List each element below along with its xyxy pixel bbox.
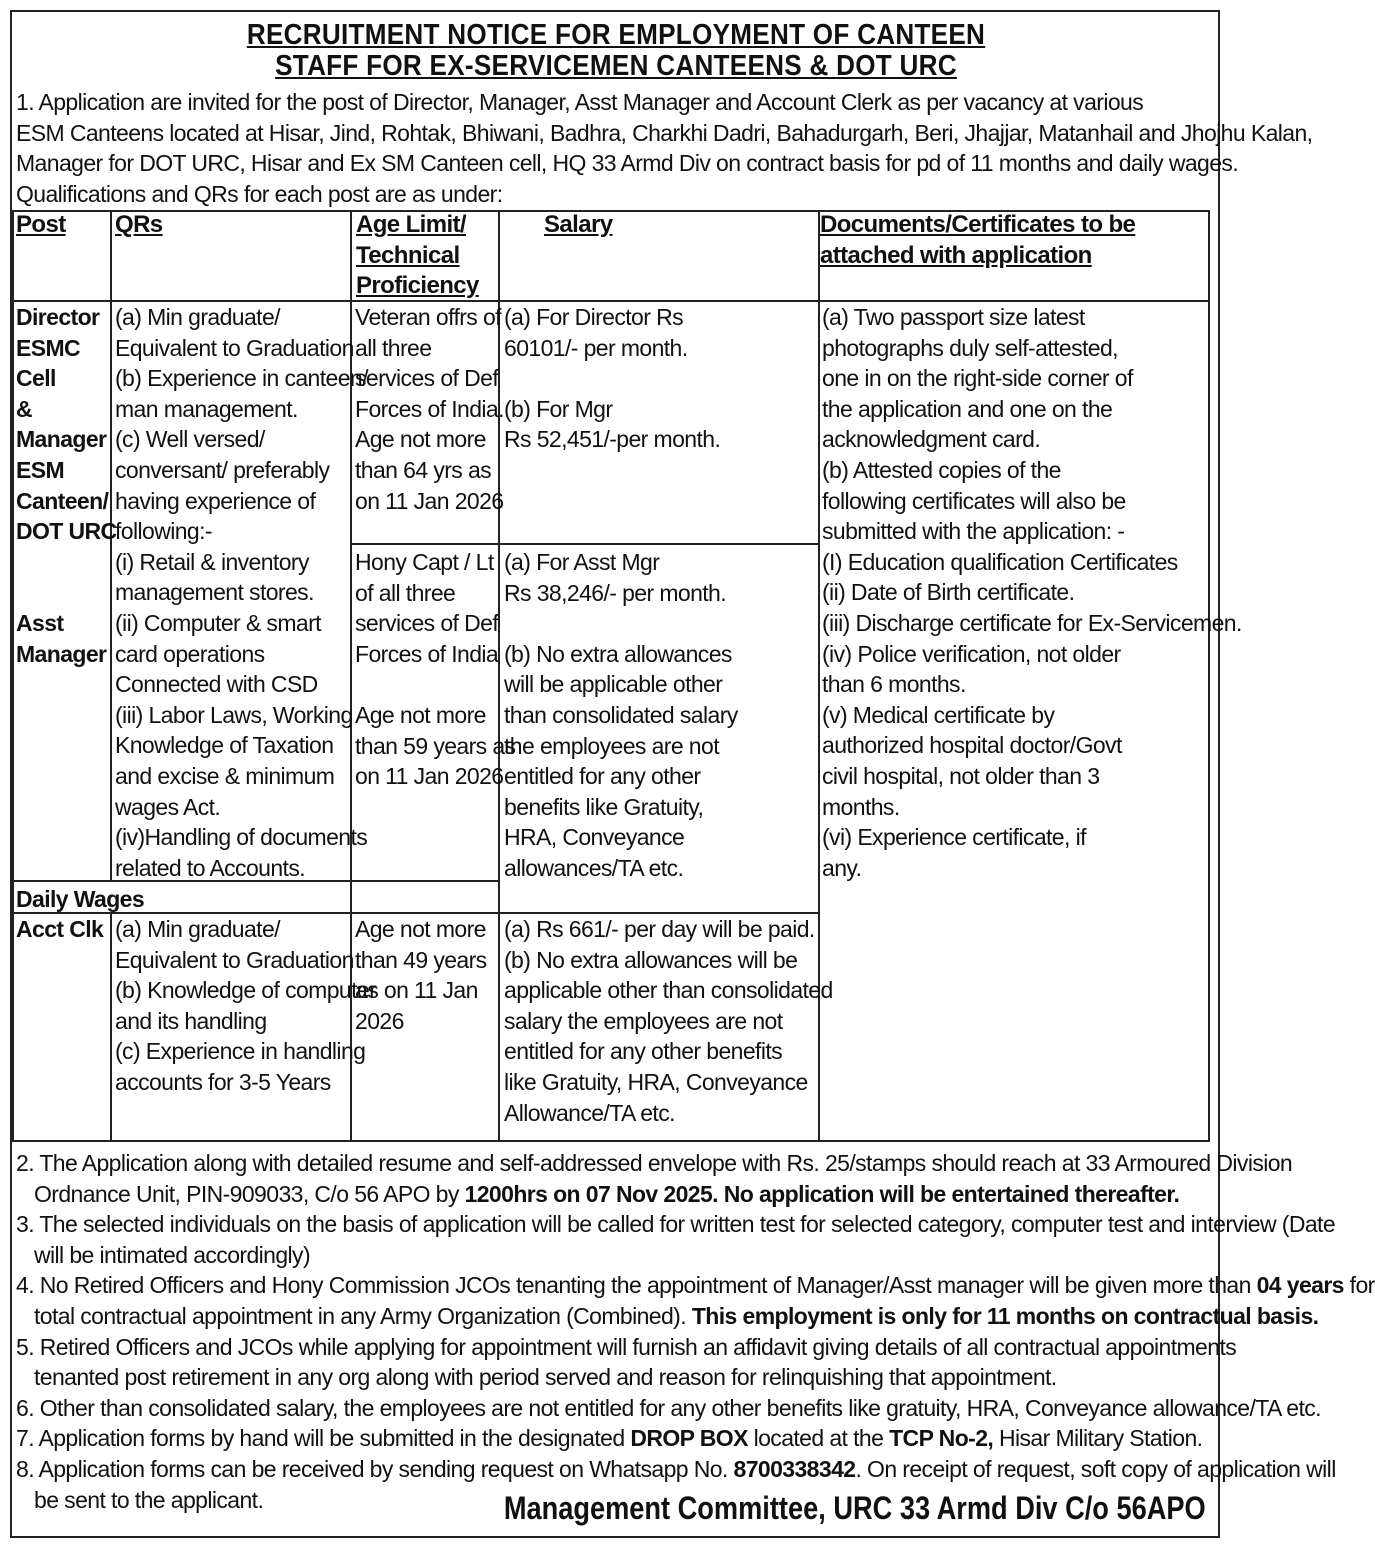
qrs-line: accounts for 3-5 Years bbox=[115, 1068, 331, 1095]
salary-line: like Gratuity, HRA, Conveyance bbox=[504, 1068, 808, 1095]
age-line: than 64 yrs as bbox=[355, 456, 492, 483]
col-rule bbox=[110, 912, 112, 1142]
document-line: (vi) Experience certificate, if bbox=[822, 824, 1086, 851]
qrs-line: following:- bbox=[115, 518, 212, 545]
note-2 bbox=[16, 1148, 1293, 1179]
salary-line: applicable other than consolidated bbox=[504, 977, 833, 1004]
notice-title-line-1: RECRUITMENT NOTICE FOR EMPLOYMENT OF CANTEEN bbox=[246, 19, 986, 51]
age-line: as on 11 Jan bbox=[355, 977, 478, 1004]
qrs-line: (ii) Computer & smart bbox=[115, 609, 321, 636]
qrs-line: (iii) Labor Laws, Working bbox=[115, 701, 353, 728]
qrs-line: related to Accounts. bbox=[115, 854, 306, 881]
document-line: (a) Two passport size latest bbox=[822, 304, 1085, 330]
qrs-acct-clerk bbox=[115, 914, 376, 1098]
note-text: total contractual appointment in any Army Organization (Combined). bbox=[34, 1302, 692, 1329]
qrs-line: (b) Experience in canteen/ bbox=[115, 365, 368, 392]
post-text: Manager bbox=[16, 426, 107, 453]
note-text: 2. The Application along with detailed resume and self-addressed envelope with Rs. 25/stamps should reach at 33 Armoured Division bbox=[16, 1150, 1293, 1176]
note-3 bbox=[16, 1209, 1336, 1240]
note-5 bbox=[16, 1332, 1237, 1363]
note-text: Hisar Military Station. bbox=[993, 1425, 1203, 1452]
qrs-line: Knowledge of Taxation bbox=[115, 732, 334, 759]
director-asst-rule bbox=[350, 543, 820, 545]
age-line: Age not more bbox=[355, 426, 486, 453]
intro-line: Manager for DOT URC, Hisar and Ex SM Canteen cell, HQ 33 Armd Div on contract basis for pd of 11 months and daily wages. bbox=[16, 150, 1239, 177]
age-line: Hony Capt / Lt bbox=[355, 549, 494, 575]
post-text: Director bbox=[16, 304, 100, 330]
age-line: all three bbox=[355, 334, 432, 361]
qrs-line: Connected with CSD bbox=[115, 671, 318, 698]
note-text: 8. Application forms can be received by sending request on Whatsapp No. bbox=[16, 1455, 734, 1482]
document-line: acknowledgment card. bbox=[822, 426, 1041, 453]
post-text: Acct Clk bbox=[16, 916, 104, 942]
salary-line: (a) For Director Rs bbox=[504, 304, 684, 330]
salary-line: (b) For Mgr bbox=[504, 395, 613, 422]
note-bold: This employment is only for 11 months on contractual basis. bbox=[691, 1302, 1319, 1329]
age-director-manager bbox=[355, 302, 504, 516]
note-text: 4. No Retired Officers and Hony Commission JCOs tenanting the appointment of Manager/Asst manager will be given more than bbox=[16, 1272, 1257, 1299]
signature-line: Management Committee, URC 33 Armd Div C/o 56APO bbox=[504, 1490, 1206, 1526]
qrs-line: management stores. bbox=[115, 579, 314, 606]
age-line: Age not more bbox=[355, 701, 486, 728]
salary-line: benefits like Gratuity, bbox=[504, 793, 704, 820]
age-line: Age not more bbox=[355, 916, 486, 942]
deadline-text: 1200hrs on 07 Nov 2025. No application will be entertained thereafter. bbox=[464, 1180, 1180, 1207]
post-text: DOT URC bbox=[16, 518, 117, 545]
qrs-line: (c) Experience in handling bbox=[115, 1038, 366, 1065]
age-line bbox=[355, 669, 515, 700]
note-text: be sent to the applicant. bbox=[34, 1486, 264, 1513]
age-line: of all three bbox=[355, 579, 456, 606]
posts-table bbox=[12, 210, 1242, 1142]
qrs-line: (c) Well versed/ bbox=[115, 426, 265, 453]
age-line: services of Def bbox=[355, 610, 499, 637]
post-text: & bbox=[16, 395, 33, 422]
age-asst-manager bbox=[355, 547, 515, 792]
salary-line: HRA, Conveyance bbox=[504, 824, 685, 851]
note-5-cont bbox=[16, 1362, 1212, 1393]
document-line: (ii) Date of Birth certificate. bbox=[822, 579, 1075, 606]
note-3-cont bbox=[16, 1240, 1212, 1271]
post-text: ESM bbox=[16, 456, 65, 483]
post-text: Asst bbox=[16, 610, 64, 636]
note-bold: 04 years bbox=[1256, 1272, 1344, 1299]
table-bottom-rule bbox=[12, 1140, 1210, 1142]
note-2-cont bbox=[16, 1179, 1212, 1210]
age-line: on 11 Jan 2026 bbox=[355, 487, 504, 514]
document-line: (iv) Police verification, not older bbox=[822, 640, 1121, 667]
qrs-line: (a) Min graduate/ bbox=[115, 304, 280, 330]
document-line: than 6 months. bbox=[822, 671, 966, 698]
salary-line: 60101/- per month. bbox=[504, 334, 688, 361]
salary-line: (a) For Asst Mgr bbox=[504, 549, 660, 575]
header-text: Proficiency bbox=[356, 272, 479, 300]
document-line: civil hospital, not older than 3 bbox=[822, 762, 1100, 789]
qrs-line: man management. bbox=[115, 395, 298, 422]
header-age-limit bbox=[356, 210, 479, 302]
qrs-line: Equivalent to Graduation bbox=[115, 334, 354, 361]
note-text: tenanted post retirement in any org along with period served and reason for relinquishing that appointment. bbox=[34, 1364, 1057, 1391]
salary-line: (b) No extra allowances bbox=[504, 640, 732, 667]
note-bold: TCP No-2, bbox=[889, 1425, 994, 1452]
post-text: Cell bbox=[16, 365, 56, 392]
note-text: 7. Application forms by hand will be submitted in the designated bbox=[16, 1425, 631, 1452]
qrs-line: (b) Knowledge of computer bbox=[115, 977, 377, 1004]
note-text: . On receipt of request, soft copy of application will bbox=[855, 1455, 1336, 1482]
note-text: located at the bbox=[747, 1425, 890, 1452]
header-post bbox=[16, 210, 66, 241]
intro-paragraph bbox=[16, 87, 1313, 209]
header-text: QRs bbox=[115, 211, 163, 238]
qrs-line: wages Act. bbox=[115, 793, 221, 820]
intro-line: 1. Application are invited for the post of Director, Manager, Asst Manager and Account Clerk as per vacancy at various bbox=[16, 89, 1144, 115]
salary-line: entitled for any other benefits bbox=[504, 1038, 783, 1065]
age-line: Forces of India bbox=[355, 640, 499, 667]
document-line: (iii) Discharge certificate for Ex-Servicemen. bbox=[822, 609, 1242, 636]
note-text: 6. Other than consolidated salary, the employees are not entitled for any other benefits like gratuity, HRA, Conveyance allowance/TA etc. bbox=[16, 1394, 1321, 1421]
header-salary bbox=[544, 210, 612, 241]
note-text: 3. The selected individuals on the basis of application will be called for written test for selected category, computer test and interview (Date bbox=[16, 1211, 1336, 1238]
document-line: photographs duly self-attested, bbox=[822, 334, 1118, 361]
note-text: Ordnance Unit, PIN-909033, C/o 56 APO by bbox=[34, 1180, 465, 1207]
post-asst-manager bbox=[16, 608, 106, 669]
note-8 bbox=[16, 1454, 1336, 1485]
salary-line: entitled for any other bbox=[504, 763, 701, 790]
intro-line: Qualifications and QRs for each post are as under: bbox=[16, 180, 503, 207]
post-text: Canteen/ bbox=[16, 487, 109, 514]
header-text: attached with application bbox=[820, 241, 1092, 269]
notice-title-line-2: STAFF FOR EX-SERVICEMEN CANTEENS & DOT URC bbox=[275, 50, 957, 82]
col-rule bbox=[12, 210, 14, 1142]
note-text: for bbox=[1343, 1272, 1375, 1299]
salary-line: salary the employees are not bbox=[504, 1007, 783, 1034]
post-text: Manager bbox=[16, 640, 107, 667]
post-text: Daily Wages bbox=[16, 886, 145, 912]
note-4 bbox=[16, 1270, 1375, 1301]
note-4-cont bbox=[16, 1301, 1319, 1332]
salary-line bbox=[504, 363, 720, 394]
header-text: Age Limit/ bbox=[356, 211, 467, 238]
qrs-line: and its handling bbox=[115, 1007, 267, 1034]
salary-line: Rs 52,451/-per month. bbox=[504, 426, 721, 453]
document-line: one in on the right-side corner of bbox=[822, 365, 1133, 392]
post-director-manager bbox=[16, 302, 117, 547]
salary-line: Rs 38,246/- per month. bbox=[504, 579, 727, 606]
post-text: ESMC bbox=[16, 334, 81, 361]
document-line: (b) Attested copies of the bbox=[822, 456, 1061, 483]
documents-required bbox=[822, 302, 1242, 883]
qrs-director-asst bbox=[115, 302, 368, 883]
header-text: Technical bbox=[356, 241, 460, 269]
intro-line: ESM Canteens located at Hisar, Jind, Rohtak, Bhiwani, Badhra, Charkhi Dadri, Bahadurgarh, Beri, Jhajjar, Matanhail and Jhojhu Kalan, bbox=[16, 119, 1313, 146]
salary-line: will be applicable other bbox=[504, 671, 723, 698]
qrs-line: and excise & minimum bbox=[115, 762, 335, 789]
note-text: 5. Retired Officers and JCOs while applying for appointment will furnish an affidavit giving details of all contractual appointments bbox=[16, 1333, 1237, 1360]
header-qrs bbox=[115, 210, 163, 241]
salary-line: (b) No extra allowances will be bbox=[504, 946, 798, 973]
salary-asst-manager bbox=[504, 547, 738, 884]
header-text: Salary bbox=[544, 211, 613, 238]
salary-line: the employees are not bbox=[504, 732, 719, 759]
qrs-line: (i) Retail & inventory bbox=[115, 548, 309, 575]
document-line: (I) Education qualification Certificates bbox=[822, 548, 1178, 575]
post-acct-clerk bbox=[16, 914, 103, 945]
document-line: any. bbox=[822, 854, 862, 881]
document-line: authorized hospital doctor/Govt bbox=[822, 732, 1122, 759]
age-line: on 11 Jan 2026 bbox=[355, 763, 504, 790]
note-text: will be intimated accordingly) bbox=[34, 1241, 311, 1268]
notes-section bbox=[16, 1148, 1375, 1515]
salary-director-manager bbox=[504, 302, 720, 455]
age-line: 2026 bbox=[355, 1007, 404, 1034]
qrs-line: (a) Min graduate/ bbox=[115, 916, 280, 942]
salary-acct-clerk bbox=[504, 914, 833, 1128]
header-text: Post bbox=[16, 211, 66, 238]
qrs-line: card operations bbox=[115, 640, 265, 667]
age-line: services of Def bbox=[355, 365, 499, 392]
document-line: following certificates will also be bbox=[822, 487, 1126, 514]
daily-wages-label bbox=[16, 884, 144, 915]
document-line: submitted with the application: - bbox=[822, 518, 1125, 545]
document-line: the application and one on the bbox=[822, 395, 1113, 422]
salary-line: (a) Rs 661/- per day will be paid. bbox=[504, 916, 815, 942]
age-line: Veteran offrs of bbox=[355, 304, 501, 330]
whatsapp-number: 8700338342 bbox=[733, 1455, 856, 1482]
age-line: than 59 years as bbox=[355, 732, 516, 759]
salary-line: allowances/TA etc. bbox=[504, 854, 684, 881]
salary-line: than consolidated salary bbox=[504, 701, 738, 728]
note-bold: DROP BOX bbox=[630, 1425, 748, 1452]
header-documents bbox=[820, 210, 1135, 271]
age-line: than 49 years bbox=[355, 946, 487, 973]
document-line: (v) Medical certificate by bbox=[822, 701, 1055, 728]
salary-line: Allowance/TA etc. bbox=[504, 1099, 675, 1126]
qrs-line: conversant/ preferably bbox=[115, 456, 330, 483]
header-text: Documents/Certificates to be bbox=[820, 211, 1136, 238]
document-line: months. bbox=[822, 793, 900, 820]
qrs-line: Equivalent to Graduation bbox=[115, 946, 354, 973]
qrs-line: having experience of bbox=[115, 487, 316, 514]
age-line: Forces of India. bbox=[355, 395, 504, 422]
note-6 bbox=[16, 1393, 1321, 1424]
age-acct-clerk bbox=[355, 914, 487, 1036]
note-7 bbox=[16, 1423, 1212, 1454]
qrs-line: (iv)Handling of documents bbox=[115, 824, 368, 851]
salary-line bbox=[504, 608, 738, 639]
